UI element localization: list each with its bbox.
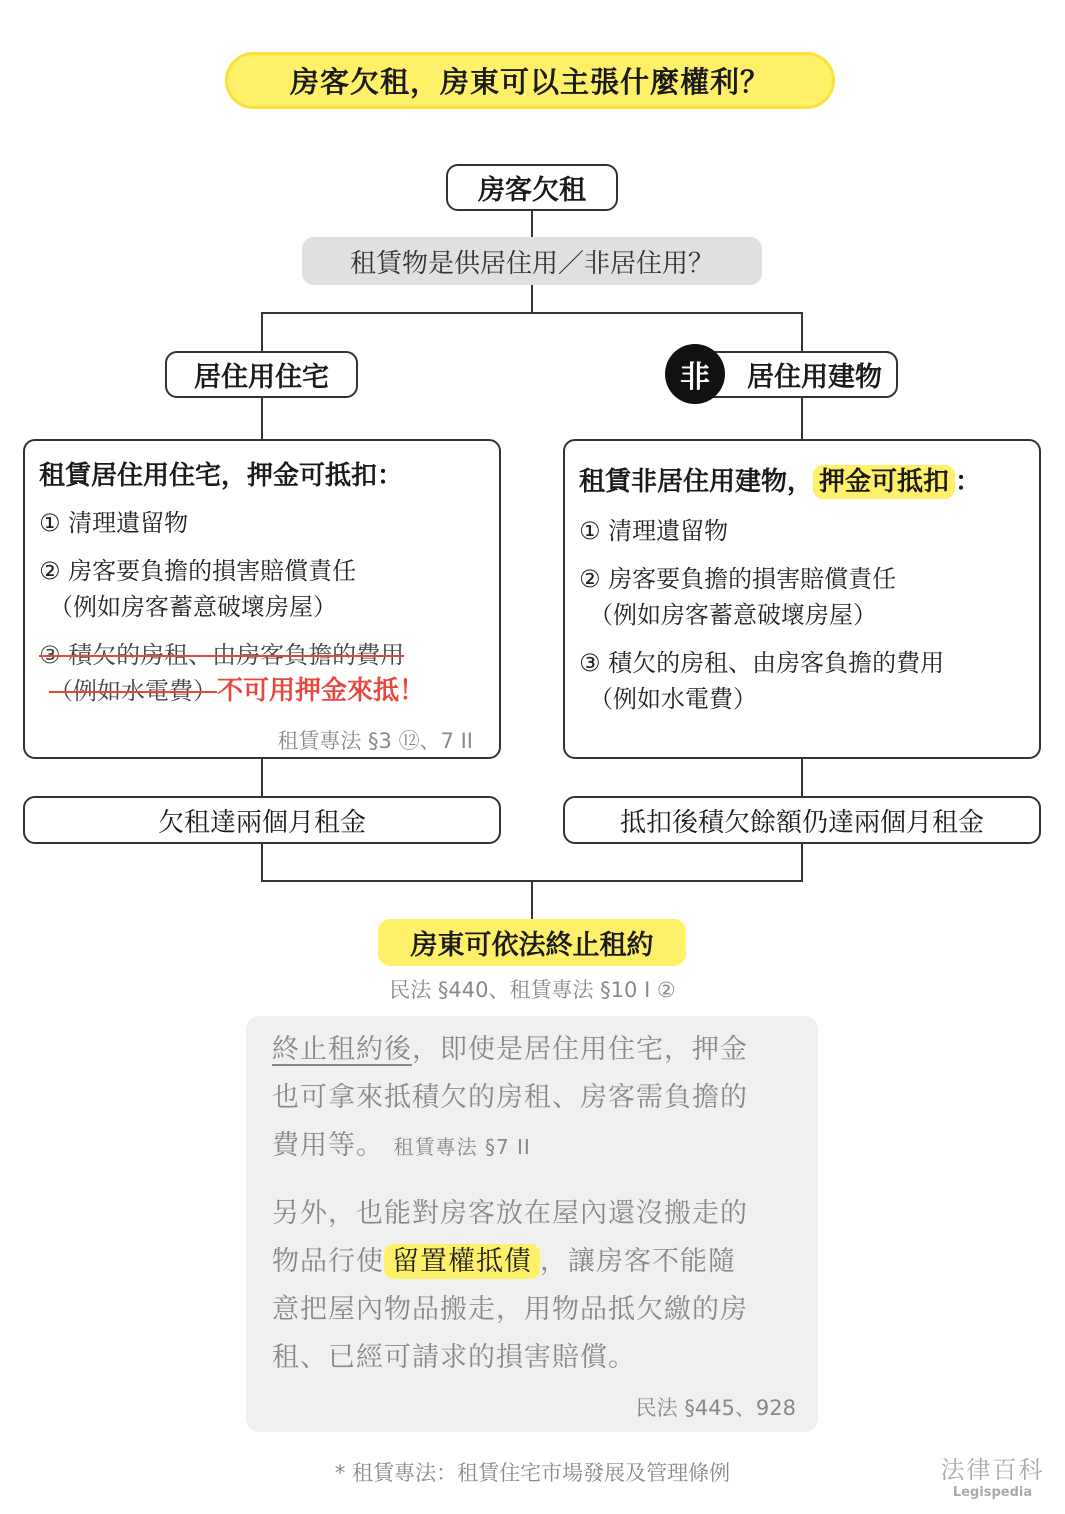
left-citation: 租賃專法 §3 ⑫、7 II xyxy=(277,729,473,753)
connector xyxy=(261,312,803,314)
result-citation: 民法 §440、租賃專法 §10 I ② xyxy=(389,978,676,1002)
connector xyxy=(261,398,263,440)
connector xyxy=(801,843,803,882)
connector xyxy=(531,210,533,238)
right-heading-suffix: ： xyxy=(955,467,982,497)
brand-name: 法律百科 xyxy=(940,1456,1045,1484)
non-badge-icon xyxy=(665,344,725,404)
panel-p2-suffix: ，讓房客不能隨 xyxy=(540,1246,736,1277)
right-item-3: ③ 積欠的房租、由房客負擔的費用 xyxy=(579,649,945,677)
left-heading: 租賃居住用住宅，押金可抵扣： xyxy=(39,461,404,491)
page-title-text: 房客欠租，房東可以主張什麼權利？ xyxy=(289,65,770,99)
result-node xyxy=(378,919,686,966)
panel-p1-underlined: 終止租約後 xyxy=(272,1034,412,1065)
panel-p2-citation: 民法 §445、928 xyxy=(635,1396,796,1420)
left-item-3-warning: 不可用押金來抵！ xyxy=(217,676,426,706)
connector xyxy=(261,758,263,796)
panel-p2-prefix: 物品行使 xyxy=(272,1246,384,1277)
panel-p2-line4: 租、已經可請求的損害賠償。 xyxy=(272,1342,636,1373)
brand-logo xyxy=(935,1450,1050,1500)
left-branch-label: 居住用住宅 xyxy=(194,362,329,393)
left-condition-node xyxy=(23,796,501,844)
panel-p2-line2 xyxy=(272,1238,736,1286)
panel-p1-citation: 租賃專法 §7 II xyxy=(393,1135,531,1159)
left-item-3: ③ 積欠的房租、由房客負擔的費用 xyxy=(39,641,405,669)
panel-p1-line3-text: 費用等。 xyxy=(272,1130,384,1161)
left-item-2-note: （例如房客蓄意破壞房屋） xyxy=(49,593,337,621)
footnote: * 租賃專法：租賃住宅市場發展及管理條例 xyxy=(334,1461,731,1485)
connector xyxy=(261,843,263,882)
connector xyxy=(801,758,803,796)
left-item-1: ① 清理遺留物 xyxy=(39,509,189,537)
left-detail-box xyxy=(23,439,501,759)
right-condition-node xyxy=(563,796,1041,844)
right-heading-highlight: 押金可抵扣 xyxy=(813,465,955,499)
connector xyxy=(531,880,533,920)
panel-p1-rest: ，即使是居住用住宅，押金 xyxy=(412,1034,748,1065)
right-branch-label: 居住用建物 xyxy=(747,362,882,393)
right-item-3-note: （例如水電費） xyxy=(589,685,757,713)
result-label: 房東可依法終止租約 xyxy=(410,930,654,961)
page-title xyxy=(225,52,835,109)
right-item-2: ② 房客要負擔的損害賠償責任 xyxy=(579,565,897,593)
right-detail-box xyxy=(563,439,1041,759)
panel-p1-line3 xyxy=(272,1122,531,1171)
question-node xyxy=(302,237,762,285)
left-item-3-note: （例如水電費） xyxy=(49,677,217,705)
right-heading-prefix: 租賃非居住用建物， xyxy=(579,467,814,497)
panel-p1-line1 xyxy=(272,1026,748,1074)
right-item-1: ① 清理遺留物 xyxy=(579,517,729,545)
left-condition-label: 欠租達兩個月租金 xyxy=(157,807,366,838)
connector xyxy=(801,398,803,440)
question-text: 租賃物是供居住用／非居住用？ xyxy=(349,248,714,279)
connector xyxy=(261,312,263,352)
left-branch-node xyxy=(165,351,358,398)
connector xyxy=(801,312,803,352)
non-badge-text: 非 xyxy=(680,360,710,395)
panel-p2-line1: 另外，也能對房客放在屋內還沒搬走的 xyxy=(272,1198,748,1229)
panel-p2-line3: 意把屋內物品搬走，用物品抵欠繳的房 xyxy=(272,1294,748,1325)
panel-p2-highlight: 留置權抵債 xyxy=(384,1244,540,1279)
root-node-label: 房客欠租 xyxy=(478,175,586,206)
explanation-panel xyxy=(246,1016,818,1432)
panel-p1-line2: 也可拿來抵積欠的房租、房客需負擔的 xyxy=(272,1082,748,1113)
right-item-2-note: （例如房客蓄意破壞房屋） xyxy=(589,601,877,629)
left-item-2: ② 房客要負擔的損害賠償責任 xyxy=(39,557,357,585)
right-condition-label: 抵扣後積欠餘額仍達兩個月租金 xyxy=(619,807,984,838)
brand-sub: Legispedia xyxy=(952,1485,1033,1500)
connector xyxy=(531,285,533,313)
left-item-3-line2 xyxy=(39,673,425,709)
right-heading xyxy=(579,461,981,498)
root-node xyxy=(446,164,618,211)
